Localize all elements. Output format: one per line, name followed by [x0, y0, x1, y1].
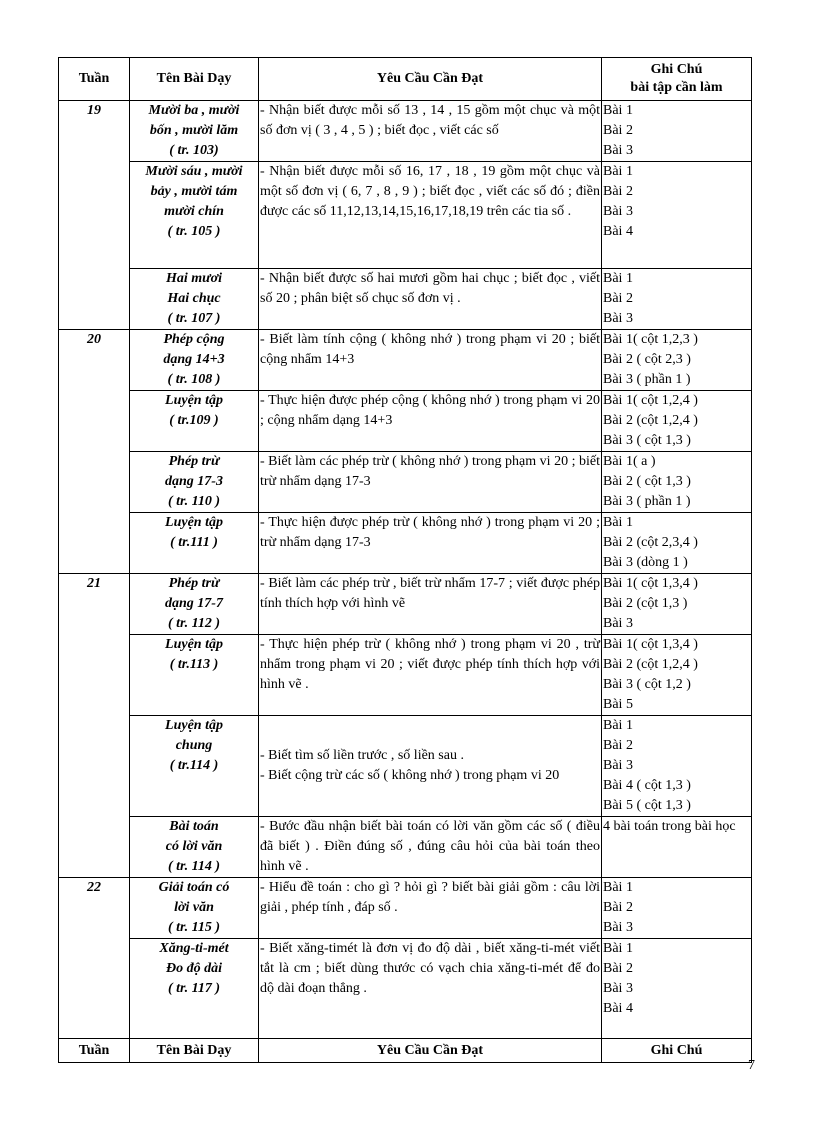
requirement-cell — [259, 330, 602, 391]
lesson-title-line: Phép trừ — [168, 576, 220, 591]
requirement-line: - Biết tìm số liền trước , số liền sau . — [260, 748, 464, 763]
exercise-item: Bài 4 — [603, 224, 633, 239]
lesson-title-cell — [130, 391, 259, 452]
header-requirement: Yêu Cầu Cần Đạt — [259, 58, 602, 101]
requirement-cell — [259, 817, 602, 878]
exercise-item: Bài 3 — [603, 920, 633, 935]
requirement-text: - Biết làm các phép trừ ( không nhớ ) trong phạm vi 20 ; biết trừ nhẩm dạng 17-3 — [260, 454, 600, 489]
exercise-item: Bài 2 (cột 1,3 ) — [603, 596, 688, 611]
week-cell: 20 — [59, 330, 130, 574]
requirement-cell — [259, 574, 602, 635]
exercise-item: Bài 2 (cột 2,3,4 ) — [603, 535, 698, 550]
exercise-cell — [602, 162, 752, 269]
requirement-cell — [259, 101, 602, 162]
exercise-item: Bài 3 — [603, 311, 633, 326]
lesson-title-line: Bài toán — [169, 819, 219, 834]
requirement-cell — [259, 878, 602, 939]
lesson-title-line: bảy , mười tám — [150, 184, 238, 199]
lesson-title-line: ( tr. 103) — [169, 143, 219, 158]
exercise-cell — [602, 574, 752, 635]
requirement-text: - Nhận biết được mỗi số 16, 17 , 18 , 19 gồm một chục và một số đơn vị ( 6, 7 , 8 , 9 ) ; biết đọc , viết các số đó ; điền được các số 11,12,13,14,15,16,17,18,19 trên các tia số . — [260, 164, 600, 219]
exercise-item: Bài 3 — [603, 616, 633, 631]
lesson-title-line: Giải toán có — [158, 880, 230, 895]
exercise-item: Bài 4 — [603, 1001, 633, 1016]
table-row — [59, 452, 752, 513]
lesson-title-line: ( tr. 105 ) — [167, 224, 221, 239]
exercise-cell — [602, 878, 752, 939]
exercise-item: Bài 5 — [603, 697, 633, 712]
lesson-title-line: ( tr. 110 ) — [167, 494, 221, 509]
lesson-title-line: ( tr. 108 ) — [167, 372, 221, 387]
requirement-text: - Hiểu đề toán : cho gì ? hỏi gì ? biết bài giải gồm : câu lời giải , phép tính , đáp số . — [260, 880, 600, 915]
lesson-title-line: Hai mươi — [166, 271, 222, 286]
lesson-title-line: có lời văn — [165, 839, 223, 854]
requirement-text: - Biết làm tính cộng ( không nhớ ) trong phạm vi 20 ; biết cộng nhẩm 14+3 — [260, 332, 600, 367]
lesson-title-cell — [130, 878, 259, 939]
exercise-item: Bài 3 — [603, 143, 633, 158]
table-row — [59, 391, 752, 452]
requirement-cell — [259, 391, 602, 452]
lesson-title-line: Luyện tập — [165, 637, 223, 652]
lesson-title-line: Phép trừ — [168, 454, 220, 469]
exercise-cell — [602, 330, 752, 391]
exercise-cell — [602, 939, 752, 1039]
exercise-item: Bài 3 — [603, 758, 633, 773]
header-week: Tuần — [59, 58, 130, 101]
table-row — [59, 269, 752, 330]
lesson-title-line: ( tr.111 ) — [170, 535, 218, 550]
exercise-item: Bài 2 — [603, 961, 633, 976]
exercise-item: Bài 1( cột 1,3,4 ) — [603, 576, 698, 591]
exercise-item: Bài 2 ( cột 1,3 ) — [603, 474, 691, 489]
lesson-title-line: lời văn — [174, 900, 214, 915]
exercise-item: Bài 1 — [603, 515, 633, 530]
lesson-title-line: bốn , mười lăm — [149, 123, 239, 138]
table-row — [59, 101, 752, 162]
week-cell: 22 — [59, 878, 130, 1039]
requirement-text: - Nhận biết được mỗi số 13 , 14 , 15 gồm một chục và một số đơn vị ( 3 , 4 , 5 ) ; biết đọc , viết các số — [260, 103, 600, 138]
lesson-title-line: Đo độ dài — [166, 961, 222, 976]
exercise-item: Bài 3 ( cột 1,2 ) — [603, 677, 691, 692]
lesson-title-cell — [130, 939, 259, 1039]
exercise-cell — [602, 513, 752, 574]
lesson-title-cell — [130, 452, 259, 513]
exercise-item: Bài 3 — [603, 204, 633, 219]
lesson-title-line: dạng 17-7 — [165, 596, 223, 611]
lesson-title-line: ( tr.114 ) — [169, 758, 219, 773]
lesson-title-line: dạng 14+3 — [163, 352, 225, 367]
exercise-item: Bài 1( a ) — [603, 454, 656, 469]
table-row — [59, 716, 752, 817]
lesson-title-line: Luyện tập — [165, 393, 223, 408]
exercise-item: Bài 5 ( cột 1,3 ) — [603, 798, 691, 813]
exercise-cell — [602, 716, 752, 817]
lesson-title-cell — [130, 162, 259, 269]
lesson-title-line: ( tr. 115 ) — [167, 920, 221, 935]
exercise-item: Bài 1 — [603, 164, 633, 179]
requirement-text: - Nhận biết được số hai mươi gồm hai chục ; biết đọc , viết số 20 ; phân biệt số chục số đơn vị . — [260, 271, 600, 306]
exercise-item: Bài 1 — [603, 880, 633, 895]
lesson-title-line: ( tr. 114 ) — [167, 859, 221, 874]
lesson-title-line: dạng 17-3 — [165, 474, 223, 489]
requirement-cell — [259, 513, 602, 574]
header-note — [602, 58, 752, 101]
exercise-cell — [602, 817, 752, 878]
lesson-title-cell — [130, 635, 259, 716]
exercise-item: Bài 1 — [603, 718, 633, 733]
exercise-item: Bài 2 — [603, 900, 633, 915]
requirement-text: - Thực hiện phép trừ ( không nhớ ) trong phạm vi 20 , trừ nhẩm trong phạm vi 20 ; viết được phép tính thích hợp với hình vẽ . — [260, 637, 600, 692]
footer-week: Tuần — [59, 1039, 130, 1063]
exercise-cell — [602, 635, 752, 716]
week-cell: 19 — [59, 101, 130, 330]
lesson-title-line: ( tr.113 ) — [169, 657, 219, 672]
lesson-title-cell — [130, 716, 259, 817]
exercise-item: Bài 2 ( cột 2,3 ) — [603, 352, 691, 367]
exercise-item: Bài 1 — [603, 941, 633, 956]
exercise-item: Bài 2 (cột 1,2,4 ) — [603, 413, 698, 428]
header-note-line2: bài tập cần làm — [630, 80, 723, 95]
lesson-title-line: mười chín — [164, 204, 224, 219]
lesson-title-cell — [130, 574, 259, 635]
exercise-item: Bài 3 ( cột 1,3 ) — [603, 433, 691, 448]
lesson-title-line: Luyện tập — [165, 718, 223, 733]
exercise-cell — [602, 452, 752, 513]
lesson-title-cell — [130, 269, 259, 330]
exercise-item: Bài 3 ( phần 1 ) — [603, 372, 691, 387]
table-row — [59, 635, 752, 716]
lesson-title-cell — [130, 513, 259, 574]
requirement-text: - Biết làm các phép trừ , biết trừ nhẩm 17-7 ; viết được phép tính thích hợp với hình vẽ — [260, 576, 600, 611]
table-row — [59, 574, 752, 635]
lesson-title-line: Xăng-ti-mét — [159, 941, 229, 956]
exercise-cell — [602, 101, 752, 162]
requirement-text: - Bước đầu nhận biết bài toán có lời văn gồm các số ( điều đã biết ) . Điền đúng số , đúng câu hỏi của bài toán theo hình vẽ . — [260, 819, 600, 874]
exercise-item: Bài 2 (cột 1,2,4 ) — [603, 657, 698, 672]
lesson-title-cell — [130, 817, 259, 878]
lesson-title-line: ( tr. 117 ) — [167, 981, 221, 996]
exercise-item: Bài 2 — [603, 738, 633, 753]
table-row — [59, 939, 752, 1039]
lesson-title-line: Mười sáu , mười — [145, 164, 243, 179]
footer-note: Ghi Chú — [602, 1039, 752, 1063]
exercise-item: Bài 2 — [603, 184, 633, 199]
exercise-item: Bài 1( cột 1,2,4 ) — [603, 393, 698, 408]
lesson-title-line: ( tr. 112 ) — [167, 616, 221, 631]
exercise-item: Bài 1 — [603, 271, 633, 286]
table-row — [59, 162, 752, 269]
lesson-title-line: chung — [175, 738, 213, 753]
exercise-item: Bài 1 — [603, 103, 633, 118]
exercise-item: 4 bài toán trong bài học — [603, 819, 736, 834]
header-note-line1: Ghi Chú — [650, 62, 703, 77]
lesson-title-line: Mười ba , mười — [148, 103, 240, 118]
table-row — [59, 878, 752, 939]
lesson-title-line: Phép cộng — [163, 332, 225, 347]
week-cell: 21 — [59, 574, 130, 878]
exercise-item: Bài 1( cột 1,3,4 ) — [603, 637, 698, 652]
lesson-title-line: Luyện tập — [165, 515, 223, 530]
page-number: 7 — [748, 1058, 755, 1073]
lesson-title-cell — [130, 101, 259, 162]
requirement-cell — [259, 452, 602, 513]
table-row — [59, 513, 752, 574]
requirement-text: - Thực hiện được phép trừ ( không nhớ ) trong phạm vi 20 ; trừ nhẩm dạng 17-3 — [260, 515, 600, 550]
exercise-item: Bài 1( cột 1,2,3 ) — [603, 332, 698, 347]
requirement-cell — [259, 635, 602, 716]
exercise-cell — [602, 269, 752, 330]
requirement-cell — [259, 939, 602, 1039]
table-row — [59, 330, 752, 391]
lesson-title-line: ( tr.109 ) — [169, 413, 219, 428]
exercise-item: Bài 3 (dòng 1 ) — [603, 555, 688, 570]
footer-lesson: Tên Bài Dạy — [130, 1039, 259, 1063]
lesson-title-cell — [130, 330, 259, 391]
requirement-cell — [259, 269, 602, 330]
lesson-title-line: Hai chục — [167, 291, 221, 306]
lesson-plan-table — [58, 57, 752, 1063]
requirement-cell — [259, 716, 602, 817]
exercise-cell — [602, 391, 752, 452]
exercise-item: Bài 4 ( cột 1,3 ) — [603, 778, 691, 793]
requirement-line: - Biết cộng trừ các số ( không nhớ ) trong phạm vi 20 — [260, 768, 560, 783]
exercise-item: Bài 3 ( phần 1 ) — [603, 494, 691, 509]
table-row — [59, 817, 752, 878]
exercise-item: Bài 2 — [603, 291, 633, 306]
table-body — [59, 101, 752, 1039]
header-lesson: Tên Bài Dạy — [130, 58, 259, 101]
exercise-item: Bài 3 — [603, 981, 633, 996]
requirement-text: - Biết xăng-timét là đơn vị đo độ dài , biết xăng-ti-mét viết tắt là cm ; biết dùng thước có vạch chia xăng-ti-mét để đo dộ dài đoạn thẳng . — [260, 941, 600, 996]
requirement-text: - Thực hiện được phép cộng ( không nhớ ) trong phạm vi 20 ; cộng nhẩm dạng 14+3 — [260, 393, 600, 428]
lesson-title-line: ( tr. 107 ) — [167, 311, 221, 326]
exercise-item: Bài 2 — [603, 123, 633, 138]
requirement-cell — [259, 162, 602, 269]
footer-requirement: Yêu Cầu Cần Đạt — [259, 1039, 602, 1063]
